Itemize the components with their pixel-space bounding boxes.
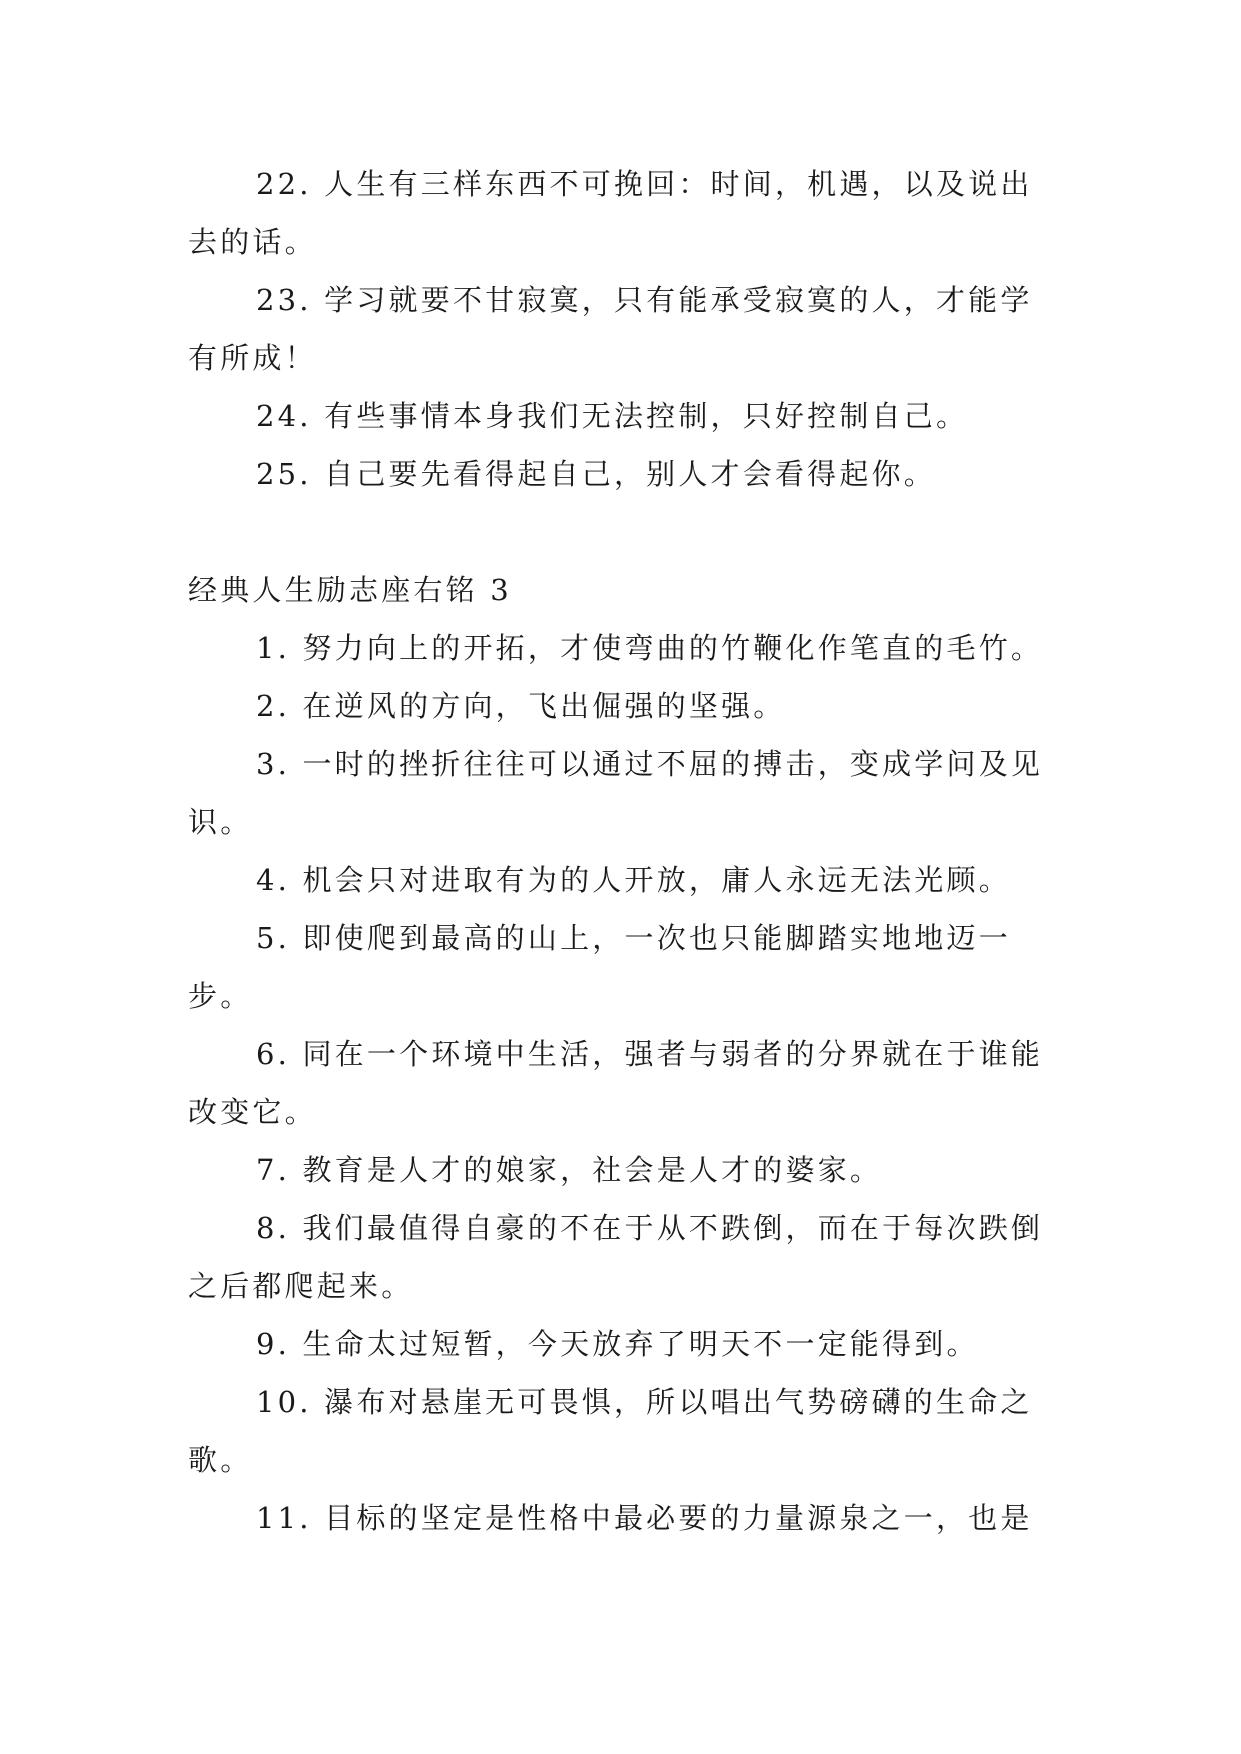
list-item: 11. 目标的坚定是性格中最必要的力量源泉之一，也是: [256, 1501, 1033, 1535]
list-item: 10. 瀑布对悬崖无可畏惧，所以唱出气势磅礴的生命之歌。: [188, 1385, 1033, 1477]
list-item: 9. 生命太过短暂，今天放弃了明天不一定能得到。: [256, 1327, 979, 1361]
list-item: 6. 同在一个环境中生活，强者与弱者的分界就在于谁能改变它。: [188, 1037, 1044, 1129]
list-item: 2. 在逆风的方向，飞出倔强的坚强。: [256, 689, 786, 723]
list-item: 25. 自己要先看得起自己，别人才会看得起你。: [256, 457, 936, 491]
list-item: 8. 我们最值得自豪的不在于从不跌倒，而在于每次跌倒之后都爬起来。: [188, 1211, 1044, 1303]
list-item: 22. 人生有三样东西不可挽回：时间，机遇，以及说出去的话。: [188, 167, 1033, 259]
list-item: 4. 机会只对进取有为的人开放，庸人永远无法光顾。: [256, 863, 1011, 897]
list-item: 24. 有些事情本身我们无法控制，只好控制自己。: [256, 399, 969, 433]
section-heading: 经典人生励志座右铭 3: [188, 573, 512, 607]
list-item: 5. 即使爬到最高的山上，一次也只能脚踏实地地迈一步。: [188, 921, 1011, 1013]
list-item: 3. 一时的挫折往往可以通过不屈的搏击，变成学问及见识。: [188, 747, 1044, 839]
list-item: 23. 学习就要不甘寂寞，只有能承受寂寞的人，才能学有所成！: [188, 283, 1033, 375]
list-item: 7. 教育是人才的娘家，社会是人才的婆家。: [256, 1153, 883, 1187]
document-body: [188, 155, 1048, 1547]
list-item: 1. 努力向上的开拓，才使弯曲的竹鞭化作笔直的毛竹。: [256, 631, 1044, 665]
